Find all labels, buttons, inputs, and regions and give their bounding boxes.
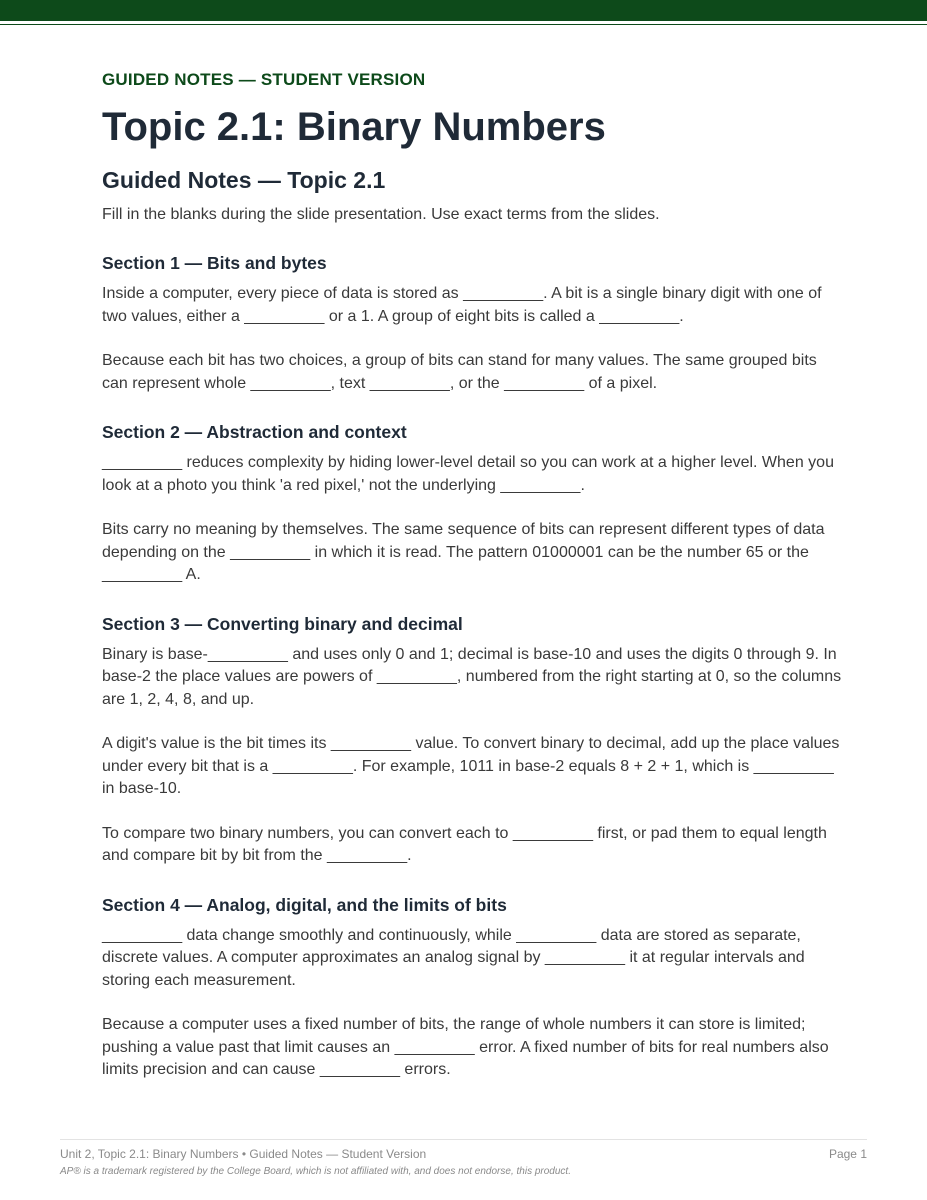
footer-document-label: Unit 2, Topic 2.1: Binary Numbers • Guided Notes — Student Version — [60, 1147, 427, 1161]
section-heading: Section 1 — Bits and bytes — [102, 253, 327, 273]
footer-page-number: Page 1 — [828, 1147, 867, 1161]
intro-text: Fill in the blanks during the slide presentation. Use exact terms from the slides. — [102, 206, 660, 223]
section-paragraph: A digit's value is the bit times its _________ value. To convert binary to decimal, add up the place values under every bit that is a _________. For example, 1011 in base-2 equals 8 + 2 + 1, which is _________ in base-10. — [102, 735, 840, 797]
section-heading: Section 4 — Analog, digital, and the limits of bits — [102, 894, 507, 915]
section-paragraph: Inside a computer, every piece of data is stored as _________. A bit is a single binary digit with one of two values, either a _________ or a 1. A group of eight bits is called a _________. — [102, 285, 822, 325]
top-rule — [0, 24, 927, 25]
section-analog-digital-limits — [102, 894, 842, 1082]
eyebrow-label: GUIDED NOTES — STUDENT VERSION — [102, 70, 426, 89]
section-paragraph: _________ data change smoothly and continuously, while _________ data are stored as separate, discrete values. A computer approximates an analog signal by _________ it at regular intervals and storing each measurement. — [102, 926, 805, 989]
section-paragraph: Because a computer uses a fixed number of bits, the range of whole numbers it can store is limited; pushing a value past that limit causes an _________ error. A fixed number of bits for real numbers also limits precision and can cause _________ errors. — [102, 1016, 829, 1078]
section-paragraph: Because each bit has two choices, a group of bits can stand for many values. The same grouped bits can represent whole _________, text _________, or the _________ of a pixel. — [102, 352, 817, 392]
section-paragraph: _________ reduces complexity by hiding lower-level detail so you can work at a higher level. When you look at a photo you think 'a red pixel,' not the underlying _________. — [102, 454, 834, 494]
section-abstraction-and-context — [102, 421, 842, 587]
footer-rule — [60, 1139, 867, 1140]
section-paragraph: To compare two binary numbers, you can convert each to _________ first, or pad them to equal length and compare bit by bit from the _________. — [102, 824, 827, 864]
section-paragraph: Binary is base-_________ and uses only 0 and 1; decimal is base-10 and uses the digits 0 through 9. In base-2 the place values are powers of _________, numbered from the right starting at 0, so the columns are 1, 2, 4, 8, and up. — [102, 645, 842, 708]
page-subtitle: Guided Notes — Topic 2.1 — [102, 167, 386, 193]
section-paragraph: Bits carry no meaning by themselves. The same sequence of bits can represent different types of data depending on the _________ in which it is read. The pattern 01000001 can be the number 65 or the _________ A. — [102, 521, 825, 583]
section-heading: Section 2 — Abstraction and context — [102, 422, 407, 442]
page-title: Topic 2.1: Binary Numbers — [102, 105, 606, 149]
section-bits-and-bytes — [102, 252, 842, 395]
document-body — [102, 70, 842, 1082]
top-brand-bar — [0, 0, 927, 21]
footer-disclaimer: AP® is a trademark registered by the College Board, which is not affiliated with, and does not endorse, this product. — [60, 1166, 571, 1177]
section-converting-binary-decimal — [102, 613, 842, 868]
section-heading: Section 3 — Converting binary and decimal — [102, 613, 463, 634]
